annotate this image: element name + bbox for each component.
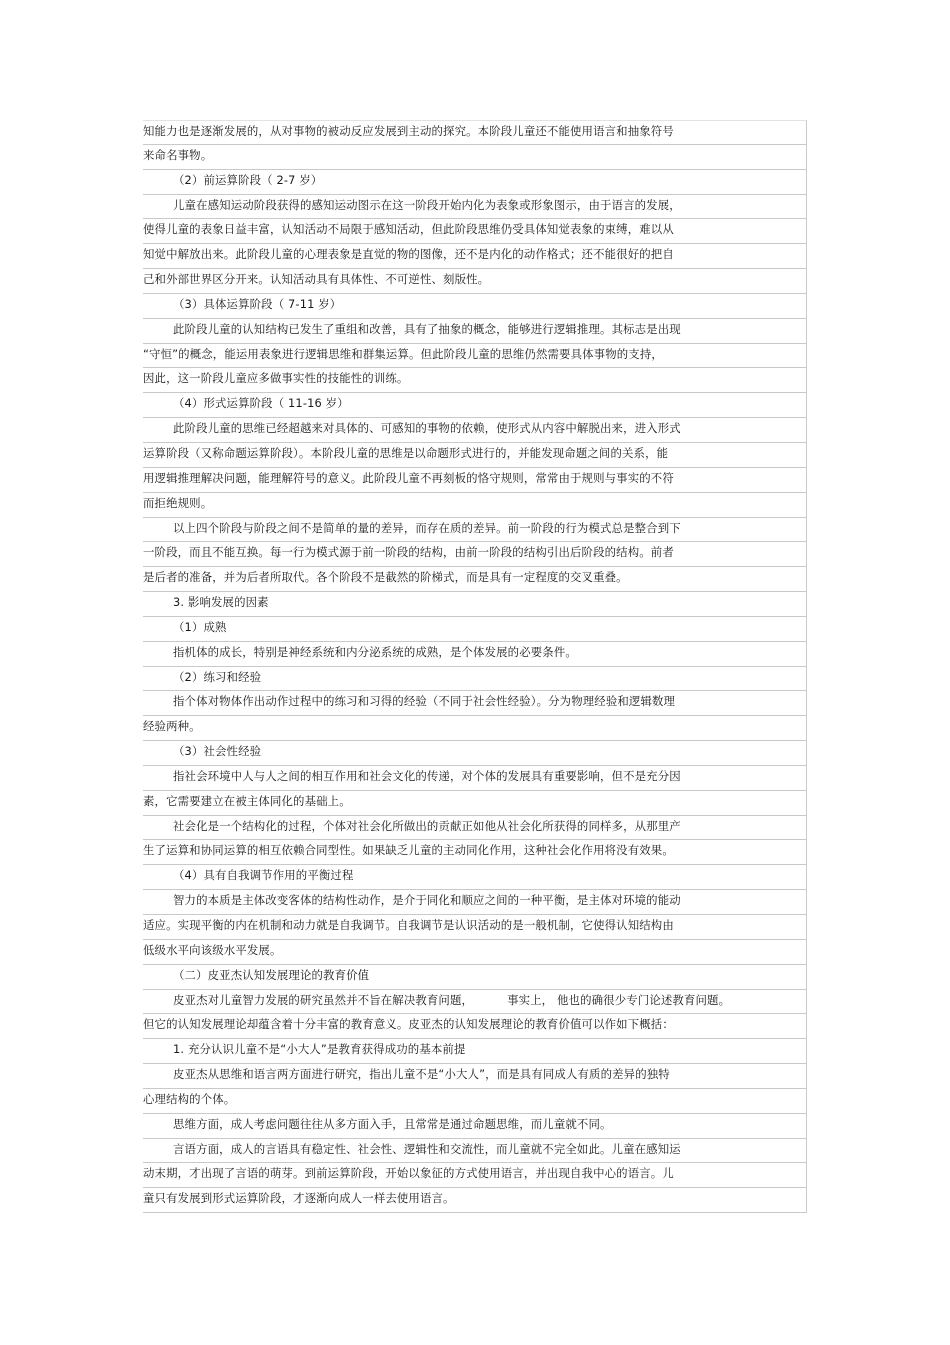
line-text: 以上四个阶段与阶段之间不是简单的量的差异，而存在质的差异。前一阶段的行为模式总是整合到下 — [173, 520, 681, 535]
text-line — [143, 741, 807, 766]
line-text: 使得儿童的表象日益丰富，认知活动不局限于感知活动，但此阶段思维仍受具体知觉表象的束缚，难以从 — [143, 222, 674, 237]
line-text: 指个体对物体作出动作过程中的练习和习得的经验（不同于社会性经验）。分为物理经验和逻辑数理 — [173, 694, 676, 709]
line-text: 素，它需要建立在被主体同化的基础上。 — [143, 793, 351, 808]
text-line — [143, 642, 807, 667]
text-line — [143, 965, 807, 990]
text-line — [143, 890, 807, 915]
line-text: （4）形式运算阶段（ 11-16 岁） — [173, 396, 349, 411]
text-line — [143, 766, 807, 791]
line-text: 来命名事物。 — [143, 147, 213, 162]
line-text: 一阶段，而且不能互换。每一行为模式源于前一阶段的结构，由前一阶段的结构引出后阶段的结构。前者 — [143, 545, 674, 560]
text-line — [143, 1064, 807, 1089]
line-text: 智力的本质是主体改变客体的结构性动作，是介于同化和顺应之间的一种平衡，是主体对环境的能动 — [173, 893, 681, 908]
text-line — [143, 368, 807, 393]
text-line — [143, 393, 807, 418]
line-text: 儿童在感知运动阶段获得的感知运动图示在这一阶段开始内化为表象或形象图示，由于语言的发展， — [173, 197, 681, 212]
line-text: 生了运算和协同运算的相互依赖合同型性。如果缺乏儿童的主动同化作用，这种社会化作用将没有效果。 — [143, 843, 674, 858]
text-line — [143, 418, 807, 443]
text-line — [143, 219, 807, 244]
text-line — [143, 493, 807, 518]
text-line — [143, 716, 807, 741]
line-text: 此阶段儿童的思维已经超越来对具体的、可感知的事物的依赖，使形式从内容中解脱出来，进入形式 — [173, 421, 681, 436]
text-line — [143, 816, 807, 841]
text-line — [143, 1039, 807, 1064]
text-line — [143, 344, 807, 369]
text-line — [143, 269, 807, 294]
line-text: （3）社会性经验 — [173, 744, 262, 759]
line-text: 3. 影响发展的因素 — [173, 595, 269, 610]
line-text: 此阶段儿童的认知结构已发生了重组和改善，具有了抽象的概念，能够进行逻辑推理。其标志是出现 — [173, 321, 681, 336]
text-line — [143, 667, 807, 692]
line-text: 心理结构的个体。 — [143, 1091, 236, 1106]
text-line — [143, 1114, 807, 1139]
text-line — [143, 840, 807, 865]
text-line — [143, 518, 807, 543]
line-text: 1. 充分认识儿童不是“小大人”是教育获得成功的基本前提 — [173, 1042, 466, 1057]
line-text: 知能力也是逐渐发展的，从对事物的被动反应发展到主动的探究。本阶段儿童还不能使用语言和抽象符号 — [143, 124, 674, 138]
line-text: 因此，这一阶段儿童应多做事实性的技能性的训练。 — [143, 371, 409, 386]
line-text: （3）具体运算阶段（ 7-11 岁） — [173, 296, 342, 311]
line-text: 低级水平向该级水平发展。 — [143, 942, 282, 957]
text-line — [143, 617, 807, 642]
line-text: 是后者的准备，并为后者所取代。各个阶段不是截然的阶梯式，而是具有一定程度的交叉重叠。 — [143, 570, 628, 585]
line-text: “守恒”的概念，能运用表象进行逻辑思维和群集运算。但此阶段儿童的思维仍然需要具体事物的支持， — [143, 346, 663, 361]
line-text: 己和外部世界区分开来。认知活动具有具体性、不可逆性、刻版性。 — [143, 272, 490, 287]
text-line — [143, 940, 807, 965]
line-text: 但它的认知发展理论却蕴含着十分丰富的教育意义。皮亚杰的认知发展理论的教育价值可以作如下概括： — [143, 1017, 674, 1032]
line-text: 运算阶段（又称命题运算阶段）。本阶段儿童的思维是以命题形式进行的，并能发现命题之间的关系，能 — [143, 445, 669, 460]
text-line — [143, 145, 807, 170]
line-text: 皮亚杰对儿童智力发展的研究虽然并不旨在解决教育问题， — [173, 992, 474, 1007]
text-line — [143, 1014, 807, 1039]
line-text: （4）具有自我调节作用的平衡过程 — [173, 868, 354, 883]
text-line — [143, 542, 807, 567]
line-text: 指机体的成长，特别是神经系统和内分泌系统的成熟，是个体发展的必要条件。 — [173, 644, 577, 659]
text-line — [143, 990, 807, 1015]
line-text: （2）练习和经验 — [173, 669, 262, 684]
line-text: 事实上， 他也的确很少专门论述教育问题。 — [507, 992, 731, 1007]
text-line — [143, 567, 807, 592]
text-line — [143, 443, 807, 468]
text-line — [143, 195, 807, 220]
text-line — [143, 1089, 807, 1114]
text-line — [143, 468, 807, 493]
text-line — [143, 915, 807, 940]
text-line — [143, 1139, 807, 1164]
line-text: 言语方面，成人的言语具有稳定性、社会性、逻辑性和交流性，而儿童就不完全如此。儿童在感知运 — [173, 1141, 681, 1156]
line-text: 经验两种。 — [143, 719, 201, 734]
line-text: （2）前运算阶段（ 2-7 岁） — [173, 172, 323, 187]
line-text: 指社会环境中人与人之间的相互作用和社会文化的传递，对个体的发展具有重要影响，但不是充分因 — [173, 768, 681, 783]
line-text: 用逻辑推理解决问题，能理解符号的意义。此阶段儿童不再刻板的恪守规则，常常由于规则与事实的不符 — [143, 470, 674, 485]
text-line — [143, 592, 807, 617]
line-text: （1）成熟 — [173, 619, 227, 634]
line-text: 社会化是一个结构化的过程，个体对社会化所做出的贡献正如他从社会化所获得的同样多，从那里产 — [173, 818, 681, 833]
line-text: 童只有发展到形式运算阶段，才逐渐向成人一样去使用语言。 — [143, 1191, 455, 1206]
text-line — [143, 1163, 807, 1188]
text-line — [143, 120, 807, 145]
text-line — [143, 791, 807, 816]
line-text: （二）皮亚杰认知发展理论的教育价值 — [173, 967, 370, 982]
line-text: 而拒绝规则。 — [143, 495, 213, 510]
text-line — [143, 865, 807, 890]
line-text: 适应。实现平衡的内在机制和动力就是自我调节。自我调节是认识活动的是一般机制，它使得认知结构由 — [143, 918, 674, 932]
line-text: 动末期，才出现了言语的萌芽。到前运算阶段，开始以象征的方式使用语言，并出现自我中心的语言。儿 — [143, 1166, 674, 1181]
line-text: 思维方面，成人考虑问题往往从多方面入手，且常常是通过命题思维，而儿童就不同。 — [173, 1116, 612, 1131]
text-line — [143, 1188, 807, 1213]
text-line — [143, 244, 807, 269]
text-body — [143, 120, 807, 1213]
text-line — [143, 319, 807, 344]
text-line — [143, 294, 807, 319]
line-text: 知觉中解放出来。此阶段儿童的心理表象是直觉的物的图像，还不是内化的动作格式；还不能很好的把自 — [143, 247, 674, 262]
text-line — [143, 691, 807, 716]
line-text: 皮亚杰从思维和语言两方面进行研究，指出儿童不是“小大人”，而是具有同成人有质的差异的独特 — [173, 1067, 670, 1082]
text-line — [143, 170, 807, 195]
